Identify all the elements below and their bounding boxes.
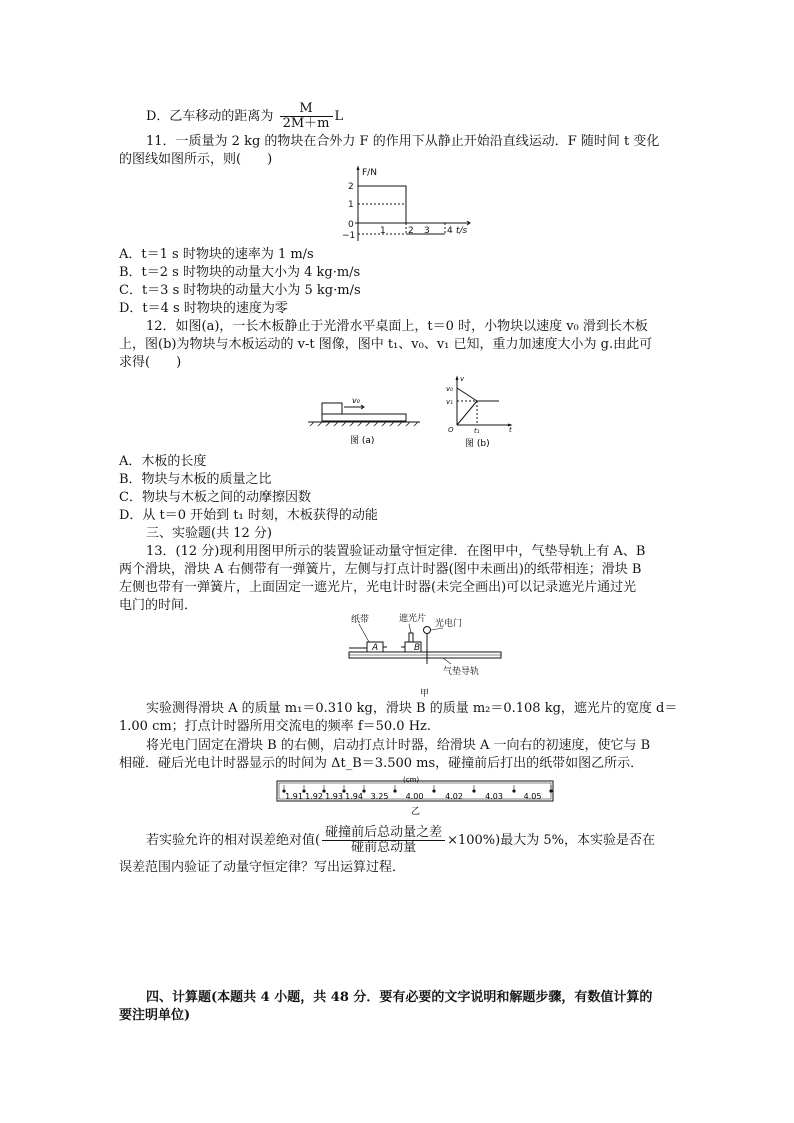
- q11-x-tick: 4: [447, 226, 453, 236]
- q13-procedure-line2: 相碰．碰后光电计时器显示的时间为 Δt_B＝3.500 ms，碰撞前后打出的纸带如图乙所示．: [119, 756, 644, 771]
- q13-label-tape: 纸带: [351, 615, 370, 625]
- q12-fig-b-t1-label: t₁: [474, 427, 480, 435]
- q11-stem-line2: 的图线如图所示，则( ): [119, 152, 273, 167]
- q10-option-d: D．乙车移动的距离为 $\frac{M}{2M+m}$ L: [146, 101, 344, 131]
- q12-fig-a-caption: 图 (a): [350, 436, 375, 446]
- tape-value-label: 1.91: [285, 792, 303, 801]
- tape-dot: [432, 789, 435, 792]
- q11-y-tick: 1: [348, 200, 354, 210]
- q12-figure-a: [306, 393, 426, 453]
- q11-y-tick: 2: [348, 182, 354, 192]
- q13-fig-jia-caption: 甲: [420, 689, 430, 699]
- q13-tape-unit: (cm): [403, 776, 420, 784]
- q11-force-time-graph: [340, 165, 475, 245]
- q12-stem-line2: 上，图(b)为物块与木板运动的 v-t 图像，图中 t₁、v₀、v₁ 已知，重力加速度大小为 g.由此可: [119, 337, 653, 352]
- tape-value-label: 1.92: [305, 792, 323, 801]
- q13-label-gate: 光电门: [435, 619, 463, 629]
- q12-fig-b-v1-label: v₁: [446, 398, 453, 406]
- q12-option-c: C．物块与木板之间的动摩擦因数: [119, 490, 311, 505]
- q12-fig-b-caption: 图 (b): [465, 439, 490, 449]
- q13-data-line1: 实验测得滑块 A 的质量 m₁＝0.310 kg，滑块 B 的质量 m₂＝0.108 kg，遮光片的宽度 d＝: [146, 701, 678, 716]
- q11-y-axis-label: F/N: [362, 168, 377, 178]
- q13-error-fraction: $\frac{\text{碰撞前后总动量之差}}{\text{碰前总动量}}$: [322, 826, 445, 855]
- q11-option-a: A．t＝1 s 时物块的速率为 1 m/s: [119, 247, 314, 262]
- q13-paper-tape-figure-yi: [275, 773, 555, 815]
- tape-dot: [512, 789, 515, 792]
- q11-x-tick: 1: [380, 226, 386, 236]
- section-4-heading-line2: 要注明单位): [119, 1008, 191, 1023]
- q11-option-b: B．t＝2 s 时物块的动量大小为 4 kg·m/s: [119, 265, 361, 280]
- q11-y-tick: −1: [342, 231, 356, 241]
- tape-value-label: 1.93: [325, 792, 343, 801]
- q11-option-c: C．t＝3 s 时物块的动量大小为 5 kg·m/s: [119, 283, 361, 298]
- q12-option-b: B．物块与木板的质量之比: [119, 472, 272, 487]
- q12-fig-a-velocity-label: v₀: [352, 396, 360, 405]
- q13-stem-line2: 两个滑块，滑块 A 右侧带有一弹簧片，左侧与打点计时器(图中未画出)的纸带相连；滑块 B: [119, 562, 642, 577]
- q11-stem-line1: 11．一质量为 2 kg 的物块在合外力 F 的作用下从静止开始沿直线运动．F 随时间 t 变化: [146, 134, 660, 149]
- tape-value-label: 3.25: [370, 792, 389, 801]
- q13-apparatus-figure-jia: [347, 612, 507, 698]
- q12-fig-b-origin-label: O: [448, 426, 454, 434]
- tape-value-label: 4.03: [485, 792, 503, 801]
- section-3-heading: 三、实验题(共 12 分): [146, 526, 272, 541]
- q11-x-tick: 2: [408, 226, 414, 236]
- q13-stem-line1: 13．(12 分)现利用图甲所示的装置验证动量守恒定律．在图甲中，气垫导轨上有 A、B: [146, 544, 646, 559]
- tape-dot: [549, 789, 552, 792]
- section-4-heading: 四、计算题(本题共 4 小题，共 48 分．要有必要的文字说明和解题步骤，有数值计算的: [146, 990, 653, 1005]
- q13-label-b: B: [414, 643, 421, 653]
- q13-question-line1: 若实验允许的相对误差绝对值( $\frac{\text{碰撞前后总动量之差}}{\text{碰前总动量}}$ ×100%)最大为 5%，本实验是否在: [146, 825, 655, 855]
- q13-label-rail: 气垫导轨: [443, 667, 480, 677]
- tape-value-label: 4.02: [445, 792, 463, 801]
- q12-fig-b-t-label: t: [509, 426, 512, 434]
- tape-value-label: 4.05: [523, 792, 542, 801]
- q12-option-a: A．木板的长度: [119, 454, 207, 469]
- q13-procedure-line1: 将光电门固定在滑块 B 的右侧，启动打点计时器，给滑块 A 一向右的初速度，使它与 B: [146, 738, 651, 753]
- q11-x-axis-label: t/s: [456, 226, 468, 236]
- tape-dot: [393, 789, 396, 792]
- q11-origin-label: 0: [348, 220, 354, 230]
- q12-stem-line1: 12．如图(a)，一长木板静止于光滑水平桌面上，t＝0 时，小物块以速度 v₀ 滑到长木板: [146, 319, 648, 334]
- q12-option-d: D．从 t＝0 开始到 t₁ 时刻，木板获得的动能: [119, 508, 378, 523]
- tape-value-label: 4.00: [405, 792, 424, 801]
- q13-label-a: A: [372, 643, 379, 653]
- q13-tape-caption: 乙: [411, 807, 421, 817]
- q13-question-line2: 误差范围内验证了动量守恒定律？写出运算过程．: [119, 860, 406, 875]
- q11-x-tick: 3: [424, 226, 430, 236]
- tape-dot: [472, 789, 475, 792]
- q12-stem-line3: 求得( ): [119, 355, 182, 370]
- q13-stem-line3: 左侧也带有一弹簧片，上面固定一遮光片，光电计时器(未完全画出)可以记录遮光片通过光: [119, 580, 637, 595]
- q11-option-d: D．t＝4 s 时物块的速度为零: [119, 301, 288, 316]
- q13-data-line2: 1.00 cm；打点计时器所用交流电的频率 f＝50.0 Hz.: [119, 719, 432, 734]
- q12-fig-b-v-label: v: [460, 375, 465, 383]
- tape-value-label: 1.94: [345, 792, 363, 801]
- q10-fraction: $\frac{M}{2M+m}$: [280, 102, 333, 131]
- q12-fig-b-v0-label: v₀: [446, 385, 453, 393]
- q13-stem-line4: 电门的时间．: [119, 598, 198, 613]
- q13-label-shade: 遮光片: [399, 614, 427, 624]
- q12-figure-b: [443, 373, 523, 453]
